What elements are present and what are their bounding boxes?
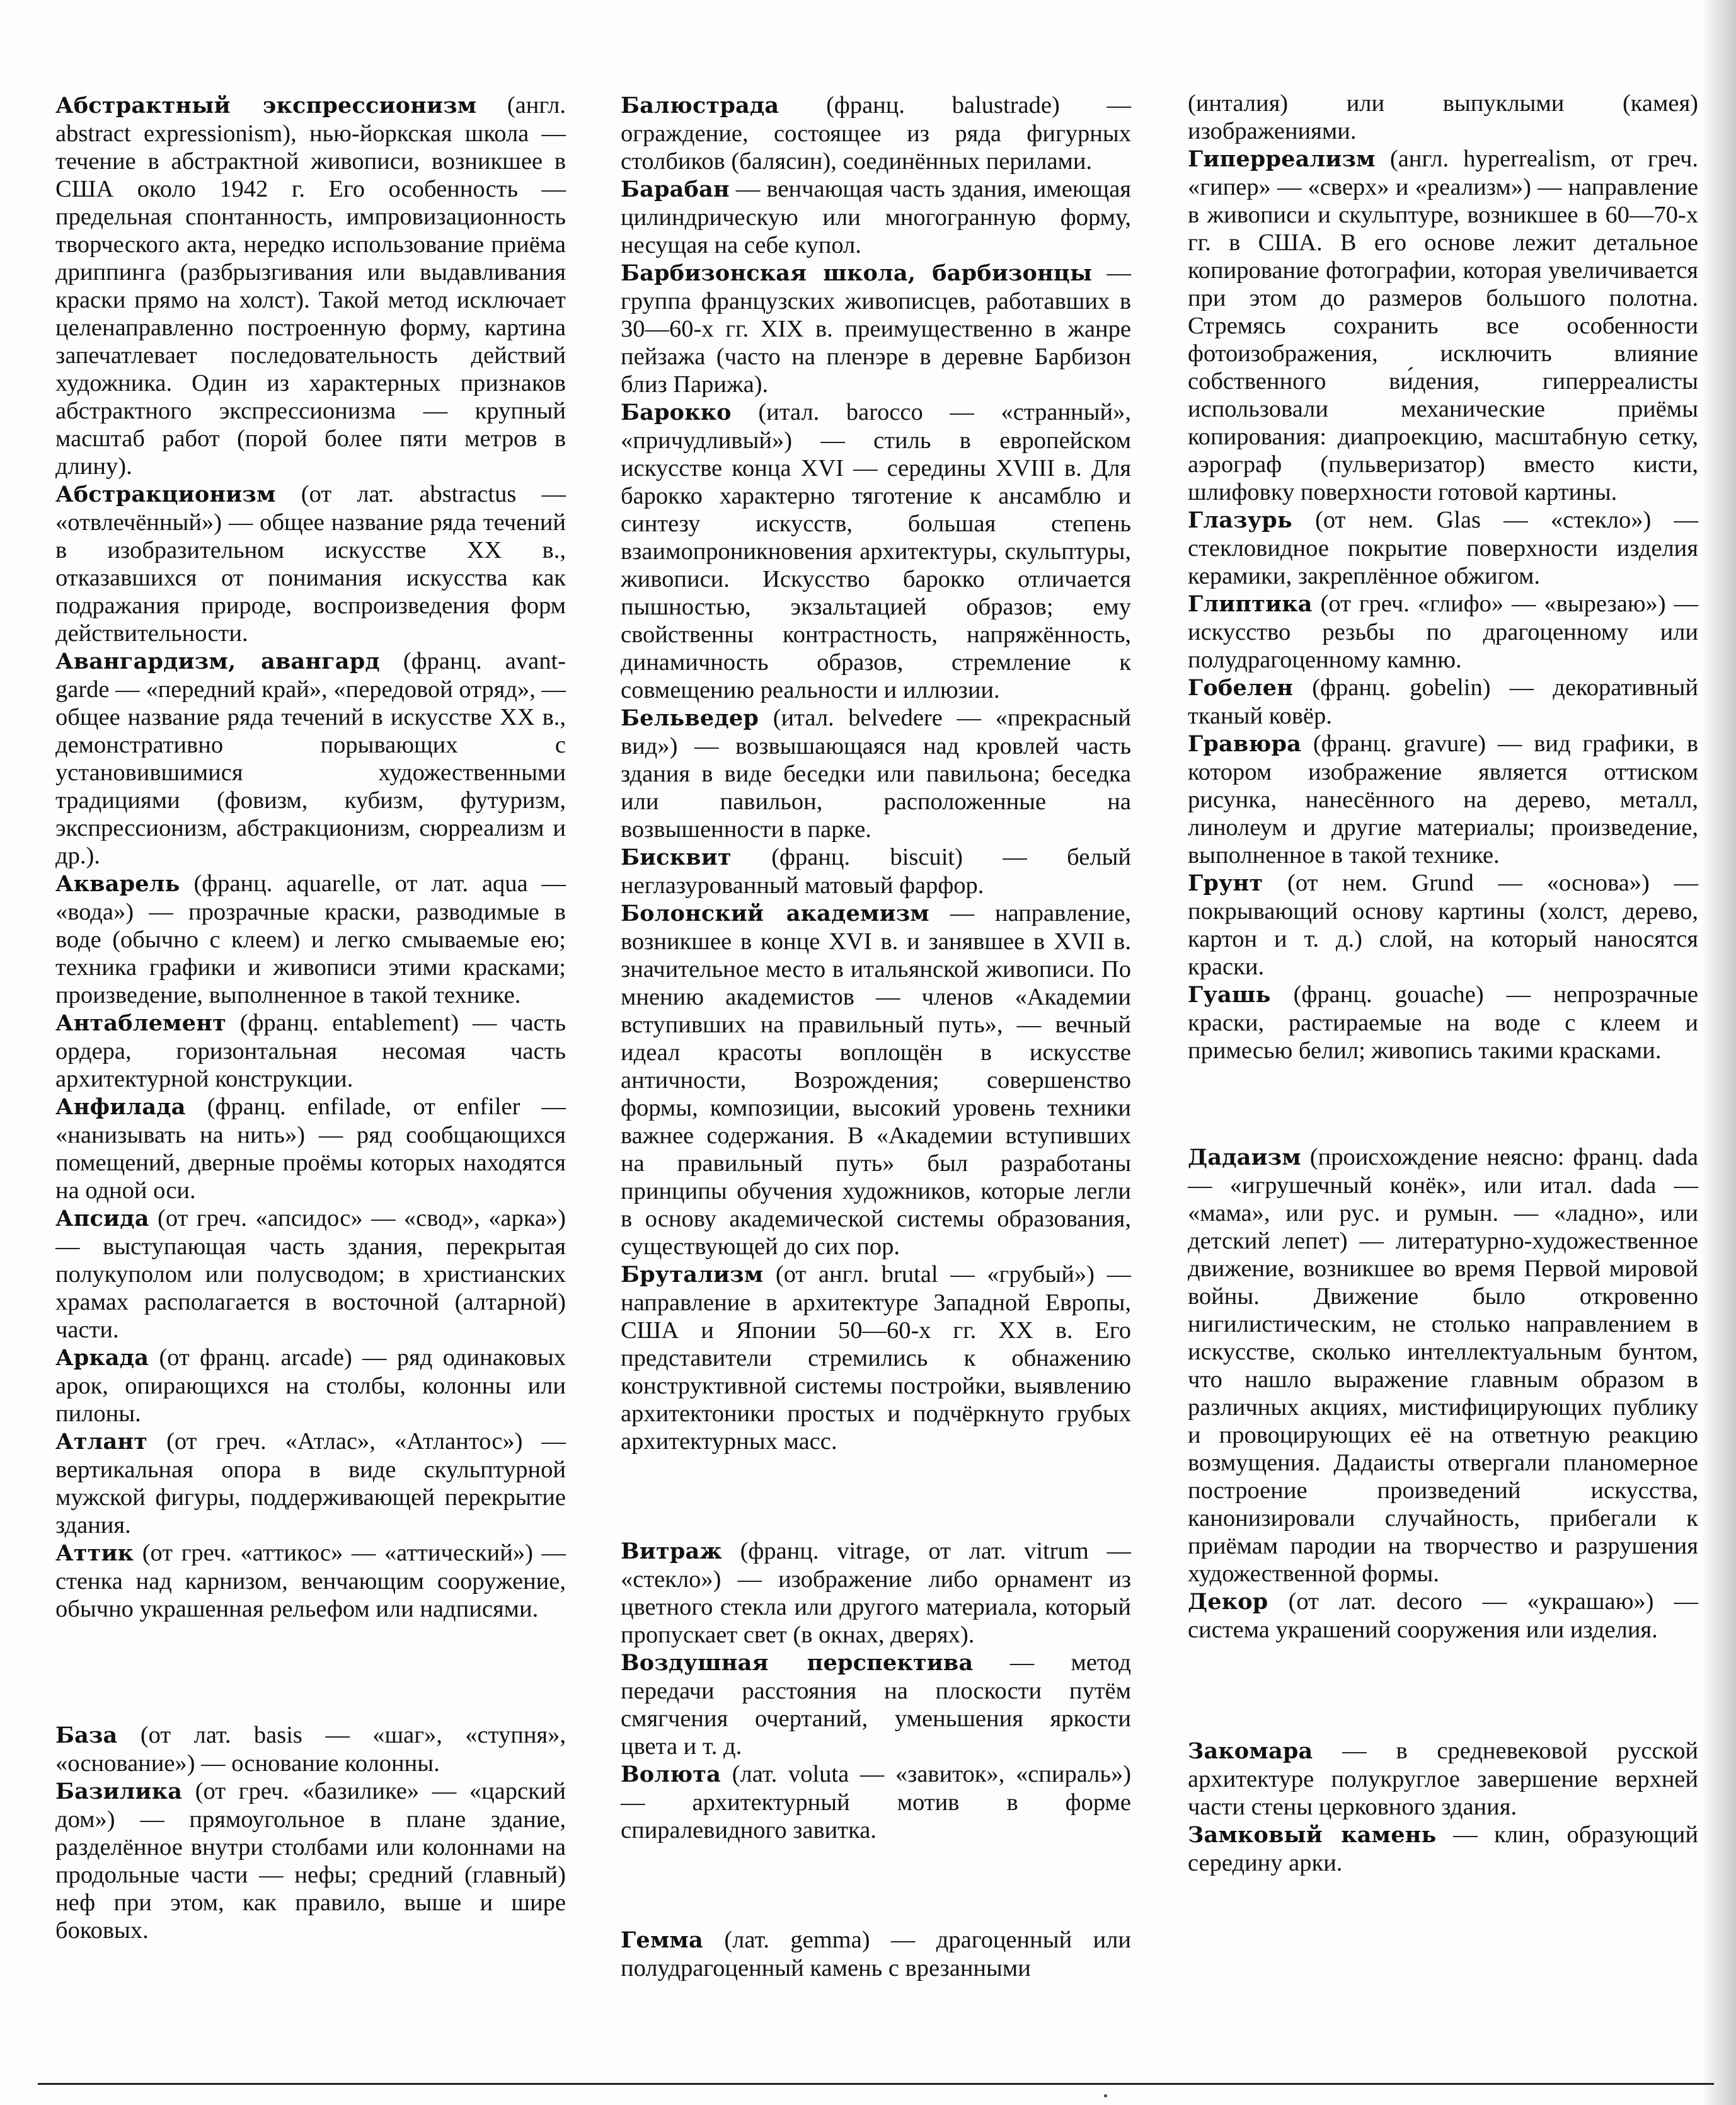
- entry-text: — венчающая часть здания, имеющая цилиндрическую или многогранную форму, несущая на себе купол.: [621, 176, 1132, 258]
- entry-dadaism: [1188, 1143, 1698, 1588]
- entry-term: Гиперреализм: [1188, 146, 1376, 172]
- entry-text: (франц. gravure) — вид графики, в котором изображение является оттиском рисунка, нанесённого на дерево, металл, линолеум и другие материалы; произведение, выполненное в такой технике.: [1188, 730, 1698, 868]
- entry-arcade: [55, 1344, 566, 1427]
- entry-term: Барабан: [621, 176, 730, 202]
- entry-term: Глиптика: [1188, 591, 1313, 617]
- entry-text: — направление, возникшее в конце XVI в. и занявшее в XVII в. значительное место в итальянской живописи. По мнению академистов — членов «Академии вступивших на правильный путь», — вечный идеал красоты воплощён в искусстве античности, Возрождения; совершенство формы, композиции, высокий уровень техники важнее содержания. В «Академии вступивших на правильный путь» был разработаны принципы обучения художников, которые легли в основу академической системы образования, существующей до сих пор.: [621, 900, 1131, 1260]
- entry-gemma: [621, 1926, 1131, 1982]
- entry-text: (франц. enfilade, от enfiler — «нанизывать на нить») — ряд сообщающихся помещений, дверные проёмы которых находятся на одной оси.: [55, 1093, 566, 1204]
- entry-term: Барбизонская школа, барбизонцы: [621, 260, 1093, 286]
- entry-term: Воздушная перспектива: [621, 1650, 974, 1676]
- entry-text: (англ. hyperrealism, от греч. «гипер» — «сверх» и «реализм») — направление в живописи и скульптуре, возникшее в 60—70-х гг. в США. В его основе лежит детальное копирование фотографии, которая увеличивается при этом до размеров большого полотна. Стремясь сохранить все особенности фотоизображения, исключить влияние собственного ви́дения, гиперреалисты использовали механические приёмы копирования: диапроекцию, масштабную сетку, аэрограф (пульверизатор) вместо кисти, шлифовку поверхности готовой картины.: [1188, 146, 1699, 505]
- entry-term: Гемма: [621, 1927, 703, 1953]
- entry-apse: [55, 1204, 566, 1344]
- page-edge-shadow: [1701, 0, 1736, 2105]
- entry-text: (франц. biscuit) — белый неглазурованный матовый фарфор.: [621, 844, 1132, 899]
- entry-zakomara: [1188, 1737, 1698, 1821]
- entry-drum: [621, 175, 1131, 259]
- entry-term: Гобелен: [1188, 675, 1294, 701]
- entry-term: Атлант: [55, 1429, 148, 1455]
- entry-gobelin: [1188, 674, 1698, 730]
- entry-text: (от лат. basis — «шаг», «ступня», «основание») — основание колонны.: [55, 1722, 566, 1777]
- entry-attic: [55, 1539, 566, 1623]
- entry-text: — метод передачи расстояния на плоскости путём смягчения очертаний, уменьшения яркости цвета и т. д.: [621, 1649, 1132, 1760]
- section-gap: [621, 1844, 1131, 1926]
- entry-term: Гравюра: [1188, 731, 1302, 757]
- entry-term: Барокко: [621, 400, 732, 425]
- entry-text: — в средневековой русской архитектуре полукруглое завершение верхней части стены церковного здания.: [1188, 1738, 1698, 1820]
- entry-term: Болонский академизм: [621, 901, 929, 926]
- section-gap: [55, 1623, 566, 1721]
- entry-term: Аркада: [55, 1345, 149, 1371]
- entry-stained-glass: [621, 1537, 1131, 1649]
- entry-term: Аттик: [55, 1540, 134, 1566]
- entry-ground: [1188, 869, 1698, 981]
- entry-aquarelle: [55, 870, 566, 1009]
- entry-term: Грунт: [1188, 870, 1263, 896]
- entry-text: (итал. belvedere — «прекрасный вид») — возвышающаяся над кровлей часть здания в виде беседки или павильона; беседка или павильон, расположенные на возвышенности в парке.: [621, 705, 1132, 843]
- entry-term: Балюстрада: [621, 93, 779, 118]
- entry-term: База: [55, 1722, 118, 1748]
- entry-term: Замковый камень: [1188, 1822, 1437, 1848]
- section-gap: [1188, 1644, 1698, 1737]
- entry-atlant: [55, 1427, 566, 1539]
- entry-text: (от лат. abstractus — «отвлечённый») — общее название ряда течений в изобразительном искусстве XX в., отказавшихся от понимания искусства как подражания природе, воспроизведения форм действительности.: [55, 481, 566, 647]
- entry-text: (лат. voluta — «завиток», «спираль») — архитектурный мотив в форме спиралевидного завитка.: [621, 1761, 1132, 1843]
- entry-text: — группа французских живописцев, работавших в 30—60-х гг. XIX в. преимущественно в жанре пейзажа (часто на пленэре в деревне Барбизон близ Парижа).: [621, 260, 1131, 398]
- entry-term: Волюта: [621, 1762, 721, 1787]
- entry-decor: [1188, 1588, 1698, 1644]
- entry-text: (от греч. «Атлас», «Атлантос») — вертикальная опора в виде скульптурной мужской фигуры, поддерживающей перекрытие здания.: [55, 1428, 566, 1538]
- entry-enfilade: [55, 1093, 566, 1204]
- entry-volute: [621, 1760, 1131, 1844]
- entry-text: (от греч. «глифо» — «вырезаю») — искусство резьбы по драгоценному или полудрагоценному камню.: [1188, 591, 1698, 673]
- entry-text: (от нем. Grund — «основа») — покрывающий основу картины (холст, дерево, картон и т. д.) слой, на который наносятся краски.: [1188, 870, 1698, 980]
- entry-hyperrealism: [1188, 145, 1698, 506]
- entry-avant-garde: [55, 647, 566, 870]
- entry-text: (лат. gemma) — драгоценный или полудрагоценный камень с врезанными: [621, 1927, 1131, 1981]
- entry-text: (от греч. «базилике» — «царский дом») — прямоугольное в плане здание, разделённое внутри столбами или колоннами на продольные части — нефы; средний (главный) неф при этом, как правило, выше и шире боковых.: [55, 1778, 566, 1944]
- bottom-rule: [38, 2083, 1714, 2085]
- entry-text: (франц. entablement) — часть ордера, горизонтальная несомая часть архитектурной конструкции.: [55, 1010, 566, 1092]
- entry-term: Акварель: [55, 871, 180, 897]
- entry-term: Закомара: [1188, 1738, 1313, 1764]
- entry-keystone: [1188, 1821, 1698, 1877]
- entry-term: Дадаизм: [1188, 1145, 1301, 1170]
- entry-term: Анфилада: [55, 1094, 186, 1120]
- entry-base: [55, 1721, 566, 1777]
- entry-engraving: [1188, 730, 1698, 869]
- entry-term: Бисквит: [621, 845, 732, 870]
- entry-abstract-expressionism: [55, 91, 566, 480]
- entry-text: (франц. aquarelle, от лат. aqua — «вода») — прозрачные краски, разводимые в воде (обычно с клеем) и легко смываемые ею; техника графики и живописи этими красками; произведение, выполненное в такой технике.: [55, 870, 566, 1008]
- entry-gouache: [1188, 981, 1698, 1064]
- column-left: [55, 91, 566, 1944]
- entry-text: (итал. barocco — «странный», «причудливый») — стиль в европейском искусстве конца XVI — середины XVIII в. Для барокко характерно тяготение к ансамблю и синтезу искусств, большая степень взаимопроникновения архитектуры, скульптуры, живописи. Искусство барокко отличается пышностью, экзальтацией образов; ему свойственны контрастность, напряжённость, динамичность образов, стремление к совмещению реальности и иллюзии.: [621, 399, 1132, 703]
- entry-term: Антаблемент: [55, 1010, 226, 1036]
- entry-basilica: [55, 1777, 566, 1944]
- entry-text: (франц. gobelin) — декоративный тканый ковёр.: [1188, 674, 1698, 729]
- section-gap: [621, 1455, 1131, 1537]
- entry-text: (франц. balustrade) — ограждение, состоящее из ряда фигурных столбиков (балясин), соединённых перилами.: [621, 92, 1132, 175]
- entry-text: (от англ. brutal — «грубый») — направление в архитектуре Западной Европы, США и Японии 50—60-х гг. XX в. Его представители стремились к обнажению конструктивной системы постройки, выявлению архитектоники простых и подчёркнуто грубых архитектурных масс.: [621, 1261, 1131, 1455]
- entry-gemma-continued: [1188, 89, 1698, 145]
- entry-glaze: [1188, 506, 1698, 590]
- entry-text: (англ. abstract expressionism), нью-йоркская школа — течение в абстрактной живописи, возникшее в США около 1942 г. Его особенность — предельная спонтанность, импровизационность творческого акта, нередко использование приёма дриппинга (разбрызгивания или выдавливания краски прямо на холст). Такой метод исключает целенаправленно построенную форму, картина запечатлевает последовательность действий художника. Один из характерных признаков абстрактного экспрессионизма — крупный масштаб работ (порой более пяти метров в длину).: [55, 92, 566, 480]
- entry-term: Абстрактный экспрессионизм: [55, 93, 477, 118]
- entry-term: Витраж: [621, 1538, 722, 1564]
- column-middle: [621, 91, 1131, 1982]
- entry-text: (от франц. arcade) — ряд одинаковых арок, опирающихся на столбы, колонны или пилоны.: [55, 1344, 566, 1427]
- entry-term: Брутализм: [621, 1262, 764, 1288]
- entry-brutalism: [621, 1260, 1131, 1455]
- entry-bolognese-academism: [621, 899, 1131, 1260]
- entry-text: (инталия) или выпуклыми (камея) изображениями.: [1188, 90, 1698, 144]
- entry-belvedere: [621, 704, 1131, 843]
- entry-text: (франц. vitrage, от лат. vitrum — «стекло») — изображение либо орнамент из цветного стекла или другого материала, который пропускает свет (в окнах, дверях).: [621, 1538, 1131, 1648]
- entry-abstractionism: [55, 480, 566, 647]
- scan-speck: [1104, 2094, 1107, 2097]
- entry-text: (происхождение неясно: франц. dada — «игрушечный конёк», или итал. dada — «мама», или рус. и румын. — «ладно», или детский лепет) — литературно-художественное движение, возникшее во время Первой мировой войны. Движение было откровенно нигилистическим, не столько направлением в искусстве, сколько интеллектуальным бунтом, что нашло выражение главным образом в различных акциях, мистифицирующих публику и провоцирующих её на ответную реакцию возмущения. Дадаисты отвергали планомерное построение произведений искусства, канонизировали случайность, прибегали к приёмам пародии на творчество и разрушения художественной формы.: [1188, 1144, 1698, 1587]
- entry-biscuit: [621, 843, 1131, 899]
- entry-aerial-perspective: [621, 1649, 1131, 1760]
- entry-text: (франц. avant-garde — «передний край», «передовой отряд», — общее название ряда течений в искусстве XX в., демонстративно порывающих с установившимися художественными традициями (фовизм, кубизм, футуризм, экспрессионизм, абстракционизм, сюрреализм и др.).: [55, 648, 566, 869]
- entry-term: Гуашь: [1188, 982, 1271, 1008]
- entry-term: Декор: [1188, 1589, 1268, 1615]
- entry-term: Глазурь: [1188, 507, 1292, 533]
- entry-balustrade: [621, 91, 1131, 175]
- entry-text: (от греч. «аттикос» — «аттический») — стенка над карнизом, венчающим сооружение, обычно украшенная рельефом или надписями.: [55, 1540, 566, 1622]
- entry-term: Авангардизм, авангард: [55, 649, 380, 674]
- entry-glyptics: [1188, 590, 1698, 674]
- column-right: [1188, 89, 1698, 1877]
- entry-term: Абстракционизм: [55, 482, 276, 507]
- entry-text: (от греч. «апсидос» — «свод», «арка») — выступающая часть здания, перекрытая полукуполом или полусводом; в христианских храмах располагается в восточной (алтарной) части.: [55, 1205, 566, 1343]
- entry-text: (от лат. decoro — «украшаю») — система украшений сооружения или изделия.: [1188, 1588, 1699, 1643]
- entry-text: (франц. gouache) — непрозрачные краски, растираемые на воде с клеем и примесью белил; живопись такими красками.: [1188, 981, 1698, 1064]
- section-gap: [1188, 1064, 1698, 1143]
- entry-barbizon-school: [621, 259, 1131, 398]
- entry-term: Апсида: [55, 1206, 149, 1231]
- entry-text: (от нем. Glas — «стекло») — стекловидное покрытие поверхности изделия керамики, закреплённое обжигом.: [1188, 507, 1698, 589]
- entry-text: — клин, образующий середину арки.: [1188, 1821, 1698, 1876]
- entry-baroque: [621, 398, 1131, 704]
- entry-term: Бельведер: [621, 705, 759, 731]
- entry-term: Базилика: [55, 1779, 183, 1804]
- entry-entablature: [55, 1009, 566, 1093]
